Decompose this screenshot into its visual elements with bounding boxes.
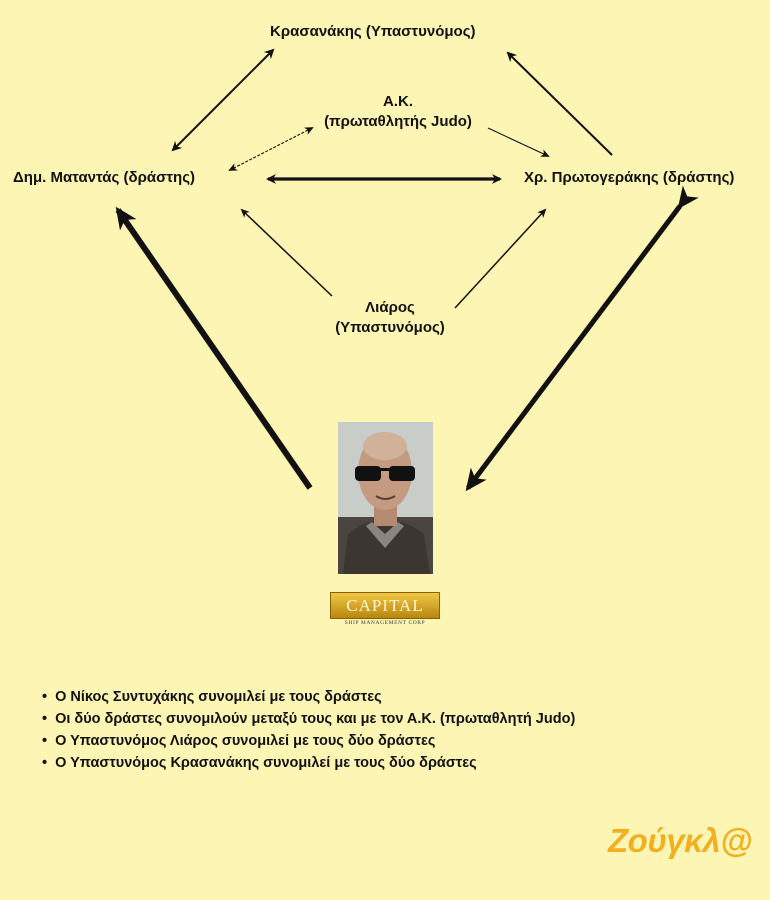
summary-item: • Ο Υπαστυνόμος Λιάρος συνομιλεί με τους δύο δράστες [42,730,575,752]
summary-item: • Ο Νίκος Συντυχάκης συνομιλεί με τους δράστες [42,686,575,708]
arrow-photo-matantas [118,210,310,488]
arrow-ak-matantas [230,128,312,170]
capital-logo [330,592,440,630]
summary-item: • Ο Υπαστυνόμος Κρασανάκης συνομιλεί με τους δύο δράστες [42,752,575,774]
node-ak-role: (πρωταθλητής Judo) [324,113,472,130]
summary-list [42,686,575,774]
node-ak-name: Α.Κ. [383,93,413,110]
node-krasanakis: Κρασανάκης (Υπαστυνόμος) [270,23,476,40]
node-liaros [320,298,460,338]
node-liaros-name: Λιάρος [365,299,415,316]
node-protogerakis: Χρ. Πρωτογεράκης (δράστης) [524,169,735,186]
arrow-matantas-krasanakis [173,50,273,150]
arrow-protogerakis-photo [468,206,680,488]
node-matantas: Δημ. Ματαντάς (δράστης) [13,169,195,186]
arrow-ak-protogerakis [488,128,548,156]
portrait-image [338,422,433,574]
summary-item: • Οι δύο δράστες συνομιλούν μεταξύ τους και με τον Α.Κ. (πρωταθλητή Judo) [42,708,575,730]
brand-logo: Ζούγκλ@ [608,822,752,859]
arrow-protogerakis-krasanakis [508,53,612,155]
node-ak [300,92,496,132]
portrait-photo [338,422,433,574]
node-liaros-role: (Υπαστυνόμος) [335,319,445,336]
capital-logo-subtitle: SHIP MANAGEMENT CORP [344,620,426,626]
capital-logo-name: CAPITAL [330,592,440,619]
arrow-liaros-matantas [242,210,332,296]
arrow-liaros-protogerakis [455,210,545,308]
